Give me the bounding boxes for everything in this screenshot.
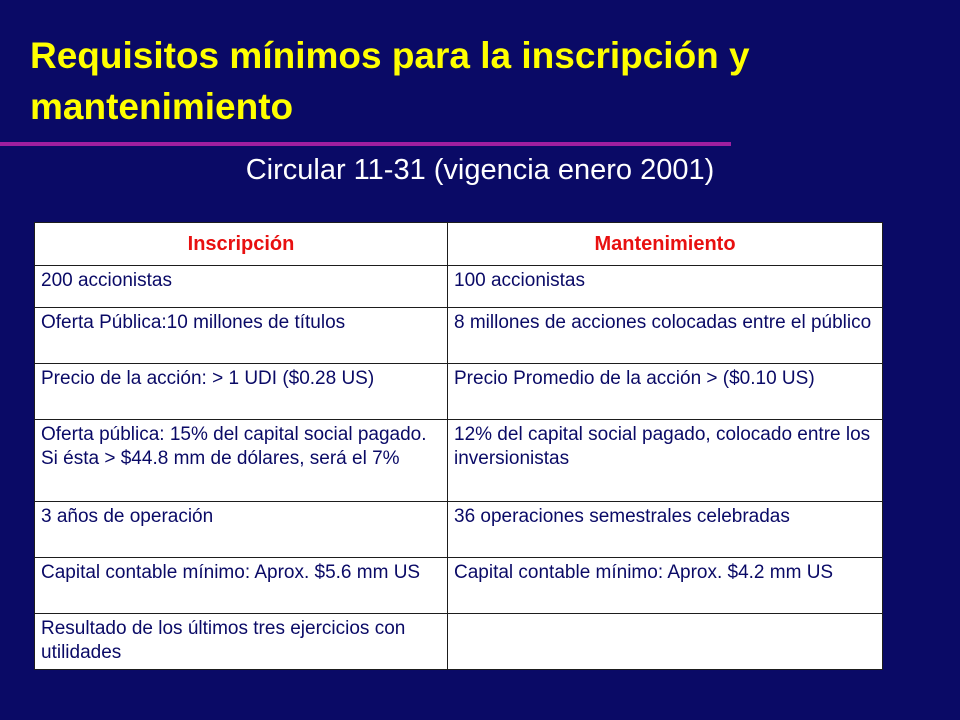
table-row <box>35 266 883 308</box>
header-inscripcion: Inscripción <box>35 223 448 266</box>
cell-inscripcion: Oferta Pública:10 millones de títulos <box>35 308 448 364</box>
cell-mantenimiento: Precio Promedio de la acción > ($0.10 US) <box>448 364 883 420</box>
cell-inscripcion: Resultado de los últimos tres ejercicios con utilidades <box>35 614 448 670</box>
cell-inscripcion: Precio de la acción: > 1 UDI ($0.28 US) <box>35 364 448 420</box>
cell-inscripcion: Oferta pública: 15% del capital social pagado. Si ésta > $44.8 mm de dólares, será el 7% <box>35 420 448 502</box>
table-header-row <box>35 223 883 266</box>
cell-mantenimiento: 8 millones de acciones colocadas entre el público <box>448 308 883 364</box>
requirements-table <box>34 222 883 670</box>
cell-mantenimiento <box>448 614 883 670</box>
table-row <box>35 364 883 420</box>
cell-mantenimiento: Capital contable mínimo: Aprox. $4.2 mm US <box>448 558 883 614</box>
table-row <box>35 502 883 558</box>
cell-mantenimiento: 36 operaciones semestrales celebradas <box>448 502 883 558</box>
table-row <box>35 308 883 364</box>
cell-inscripcion: Capital contable mínimo: Aprox. $5.6 mm US <box>35 558 448 614</box>
table-row <box>35 614 883 670</box>
cell-mantenimiento: 100 accionistas <box>448 266 883 308</box>
title-divider <box>0 142 731 146</box>
table-row <box>35 420 883 502</box>
cell-inscripcion: 200 accionistas <box>35 266 448 308</box>
slide-subtitle: Circular 11-31 (vigencia enero 2001) <box>245 154 715 186</box>
cell-mantenimiento: 12% del capital social pagado, colocado entre los inversionistas <box>448 420 883 502</box>
header-mantenimiento: Mantenimiento <box>448 223 883 266</box>
slide-title: Requisitos mínimos para la inscripción y mantenimiento <box>30 35 750 127</box>
cell-inscripcion: 3 años de operación <box>35 502 448 558</box>
table-row <box>35 558 883 614</box>
